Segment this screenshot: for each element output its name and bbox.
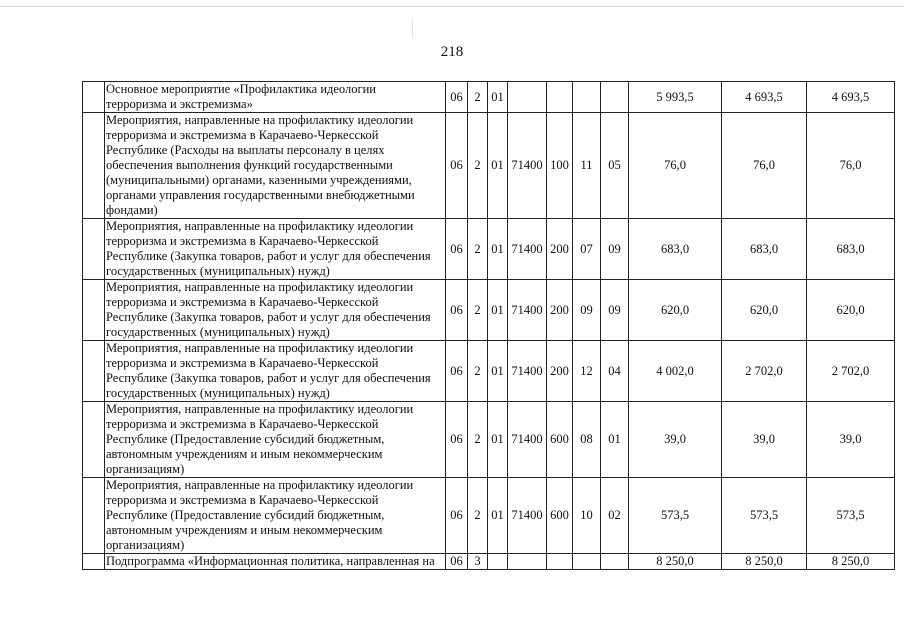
code-cell: 01	[488, 82, 508, 113]
code-cell: 200	[547, 341, 573, 402]
code-cell: 2	[468, 402, 488, 478]
code-cell: 12	[573, 341, 601, 402]
margin-cell	[83, 113, 105, 219]
code-cell: 200	[547, 219, 573, 280]
amount-cell: 573,5	[629, 478, 722, 554]
code-cell: 2	[468, 82, 488, 113]
table-row	[83, 402, 895, 478]
code-cell: 600	[547, 402, 573, 478]
amount-cell: 620,0	[722, 280, 807, 341]
scan-mark	[412, 20, 413, 38]
amount-cell: 8 250,0	[722, 554, 807, 570]
code-cell: 06	[446, 113, 468, 219]
code-cell: 01	[488, 219, 508, 280]
page-number: 218	[440, 44, 464, 60]
table-row	[83, 82, 895, 113]
margin-cell	[83, 219, 105, 280]
amount-cell: 573,5	[807, 478, 895, 554]
table-row	[83, 341, 895, 402]
code-cell: 11	[573, 113, 601, 219]
amount-cell: 620,0	[629, 280, 722, 341]
description-cell: Мероприятия, направленные на профилактику идеологии терроризма и экстремизма в Карачаево-Черкесской Республике (Предоставление субсидий бюджетным, автономным учреждениям и иным некоммерческим организациям)	[105, 478, 446, 554]
code-cell: 06	[446, 554, 468, 570]
code-cell	[601, 554, 629, 570]
code-cell	[488, 554, 508, 570]
code-cell: 2	[468, 280, 488, 341]
code-cell: 09	[601, 280, 629, 341]
amount-cell: 76,0	[722, 113, 807, 219]
table-row	[83, 554, 895, 570]
code-cell	[601, 82, 629, 113]
code-cell: 100	[547, 113, 573, 219]
margin-cell	[83, 341, 105, 402]
code-cell: 71400	[508, 113, 547, 219]
code-cell: 2	[468, 219, 488, 280]
code-cell: 200	[547, 280, 573, 341]
code-cell: 06	[446, 402, 468, 478]
margin-cell	[83, 280, 105, 341]
description-cell: Основное мероприятие «Профилактика идеологии терроризма и экстремизма»	[105, 82, 446, 113]
code-cell: 01	[488, 478, 508, 554]
code-cell: 2	[468, 478, 488, 554]
table-row	[83, 219, 895, 280]
code-cell: 06	[446, 82, 468, 113]
code-cell: 71400	[508, 280, 547, 341]
amount-cell: 4 693,5	[722, 82, 807, 113]
code-cell: 06	[446, 341, 468, 402]
code-cell: 71400	[508, 341, 547, 402]
code-cell	[508, 82, 547, 113]
code-cell: 2	[468, 341, 488, 402]
code-cell: 09	[601, 219, 629, 280]
code-cell: 06	[446, 280, 468, 341]
amount-cell: 683,0	[807, 219, 895, 280]
table-row	[83, 113, 895, 219]
description-cell: Подпрограмма «Информационная политика, направленная на	[105, 554, 446, 570]
code-cell: 07	[573, 219, 601, 280]
code-cell: 71400	[508, 219, 547, 280]
code-cell: 600	[547, 478, 573, 554]
table-row	[83, 478, 895, 554]
margin-cell	[83, 478, 105, 554]
amount-cell: 8 250,0	[807, 554, 895, 570]
description-cell: Мероприятия, направленные на профилактику идеологии терроризма и экстремизма в Карачаево-Черкесской Республике (Расходы на выплаты персоналу в целях обеспечения выполнения функций государственными (муниципальными) органами, казенными учреждениями, органами управления государственными внебюджетными фондами)	[105, 113, 446, 219]
code-cell	[508, 554, 547, 570]
code-cell	[573, 82, 601, 113]
amount-cell: 2 702,0	[722, 341, 807, 402]
scan-edge-line	[0, 6, 904, 7]
amount-cell: 2 702,0	[807, 341, 895, 402]
code-cell: 10	[573, 478, 601, 554]
amount-cell: 4 002,0	[629, 341, 722, 402]
margin-cell	[83, 82, 105, 113]
code-cell: 71400	[508, 402, 547, 478]
amount-cell: 4 693,5	[807, 82, 895, 113]
code-cell	[547, 554, 573, 570]
amount-cell: 5 993,5	[629, 82, 722, 113]
description-cell: Мероприятия, направленные на профилактику идеологии терроризма и экстремизма в Карачаево-Черкесской Республике (Закупка товаров, работ и услуг для обеспечения государственных (муниципальных) нужд)	[105, 219, 446, 280]
code-cell: 09	[573, 280, 601, 341]
amount-cell: 683,0	[722, 219, 807, 280]
code-cell: 01	[488, 341, 508, 402]
description-cell: Мероприятия, направленные на профилактику идеологии терроризма и экстремизма в Карачаево-Черкесской Республике (Закупка товаров, работ и услуг для обеспечения государственных (муниципальных) нужд)	[105, 280, 446, 341]
code-cell: 08	[573, 402, 601, 478]
table-row	[83, 280, 895, 341]
margin-cell	[83, 554, 105, 570]
amount-cell: 620,0	[807, 280, 895, 341]
amount-cell: 8 250,0	[629, 554, 722, 570]
code-cell	[547, 82, 573, 113]
code-cell: 01	[488, 402, 508, 478]
code-cell: 71400	[508, 478, 547, 554]
code-cell: 04	[601, 341, 629, 402]
code-cell: 02	[601, 478, 629, 554]
code-cell: 05	[601, 113, 629, 219]
amount-cell: 39,0	[629, 402, 722, 478]
margin-cell	[83, 402, 105, 478]
budget-table	[82, 81, 895, 570]
description-cell: Мероприятия, направленные на профилактику идеологии терроризма и экстремизма в Карачаево-Черкесской Республике (Предоставление субсидий бюджетным, автономным учреждениям и иным некоммерческим организациям)	[105, 402, 446, 478]
code-cell: 01	[601, 402, 629, 478]
code-cell: 06	[446, 219, 468, 280]
code-cell: 01	[488, 113, 508, 219]
amount-cell: 683,0	[629, 219, 722, 280]
amount-cell: 573,5	[722, 478, 807, 554]
code-cell: 3	[468, 554, 488, 570]
amount-cell: 39,0	[807, 402, 895, 478]
amount-cell: 76,0	[629, 113, 722, 219]
code-cell	[573, 554, 601, 570]
code-cell: 2	[468, 113, 488, 219]
amount-cell: 39,0	[722, 402, 807, 478]
code-cell: 06	[446, 478, 468, 554]
amount-cell: 76,0	[807, 113, 895, 219]
code-cell: 01	[488, 280, 508, 341]
description-cell: Мероприятия, направленные на профилактику идеологии терроризма и экстремизма в Карачаево-Черкесской Республике (Закупка товаров, работ и услуг для обеспечения государственных (муниципальных) нужд)	[105, 341, 446, 402]
